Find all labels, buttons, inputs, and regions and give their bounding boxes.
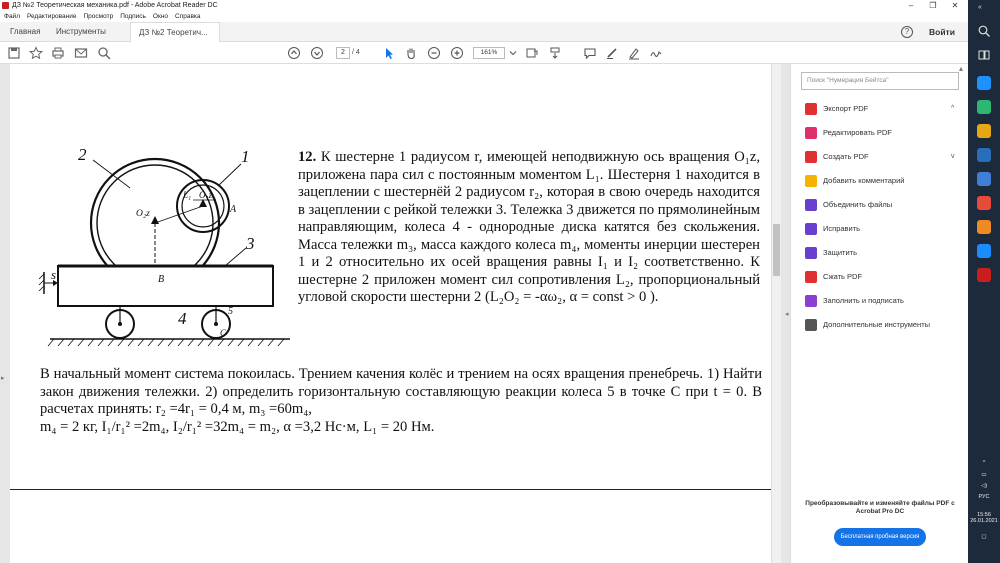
taskbar-app-icon[interactable] bbox=[977, 148, 991, 162]
tool-item[interactable] bbox=[803, 148, 963, 166]
tab-document[interactable] bbox=[130, 22, 220, 42]
taskbar-app-icon[interactable] bbox=[977, 268, 991, 282]
figure-label-O1: O₁z bbox=[199, 190, 213, 200]
problem-continuation-text-2: m₄ = 2 кг, I₁/r₁² =2m₄, I₂/r₁² =32m₄ = m₂, α =3,2 Нс·м, L₁ = 20 Нм. bbox=[40, 418, 435, 435]
figure-label-O2: O₂z bbox=[136, 209, 150, 219]
tool-icon bbox=[805, 151, 817, 163]
minimize-button[interactable]: – bbox=[908, 1, 914, 10]
tool-icon bbox=[805, 223, 817, 235]
clock-date[interactable]: 26.01.2021 bbox=[970, 518, 998, 524]
expand-right-arrow-icon[interactable]: ◂ bbox=[785, 311, 789, 318]
search-icon[interactable] bbox=[97, 46, 111, 60]
scroll-mode-icon[interactable] bbox=[548, 46, 562, 60]
select-cursor-icon[interactable] bbox=[382, 46, 396, 60]
taskbar-app-icon[interactable] bbox=[977, 220, 991, 234]
acrobat-app-icon bbox=[2, 2, 9, 9]
tools-search-input[interactable]: Поиск "Нумерация Бейтса" bbox=[801, 72, 959, 90]
figure-label-5: 5 bbox=[228, 306, 233, 317]
tool-label: Защитить bbox=[823, 248, 858, 257]
menu-sign[interactable]: Подпись bbox=[120, 13, 146, 20]
scrollbar-thumb[interactable] bbox=[773, 224, 780, 276]
menu-window[interactable]: Окно bbox=[152, 13, 169, 20]
tool-item[interactable] bbox=[803, 220, 963, 238]
tool-item[interactable] bbox=[803, 244, 963, 262]
free-trial-button[interactable]: Бесплатная пробная версия bbox=[834, 528, 926, 546]
zoom-level-select[interactable]: 161% bbox=[473, 47, 505, 59]
taskbar-app-icon[interactable] bbox=[977, 172, 991, 186]
system-taskbar bbox=[968, 0, 1000, 563]
figure-label-s: s bbox=[51, 267, 57, 282]
tool-label: Заполнить и подписать bbox=[823, 296, 904, 305]
mechanism-figure bbox=[38, 148, 294, 360]
document-viewport[interactable] bbox=[0, 64, 790, 563]
notifications-icon[interactable]: ▢ bbox=[981, 534, 987, 540]
page-number-input[interactable]: 2 bbox=[336, 47, 350, 59]
tool-item[interactable] bbox=[803, 100, 963, 118]
comment-icon[interactable] bbox=[583, 46, 597, 60]
taskbar-app-icon[interactable] bbox=[977, 196, 991, 210]
tool-item[interactable] bbox=[803, 292, 963, 310]
figure-label-C: C bbox=[220, 328, 227, 338]
taskbar-app-icon[interactable] bbox=[977, 124, 991, 138]
network-icon[interactable]: ▭ bbox=[981, 472, 987, 478]
figure-label-B: B bbox=[158, 274, 165, 285]
pen-icon[interactable] bbox=[605, 46, 619, 60]
tool-icon bbox=[805, 295, 817, 307]
tray-chevron-icon[interactable]: ^ bbox=[982, 460, 986, 466]
system-tray bbox=[968, 460, 1000, 540]
tool-item[interactable] bbox=[803, 268, 963, 286]
figure-label-2: 2 bbox=[78, 148, 87, 164]
fit-page-icon[interactable] bbox=[525, 46, 539, 60]
page-down-icon[interactable] bbox=[310, 46, 324, 60]
tool-label: Экспорт PDF bbox=[823, 104, 869, 113]
tool-icon bbox=[805, 127, 817, 139]
menu-edit[interactable]: Редактирование bbox=[26, 13, 77, 20]
toolbar bbox=[0, 42, 968, 64]
figure-label-1: 1 bbox=[241, 148, 250, 166]
problem-continuation bbox=[40, 366, 762, 436]
tool-icon bbox=[805, 199, 817, 211]
menu-bar bbox=[0, 12, 968, 22]
highlighter-icon[interactable] bbox=[627, 46, 641, 60]
title-bar bbox=[0, 0, 968, 12]
login-button[interactable]: Войти bbox=[929, 27, 955, 37]
bookmark-star-icon[interactable] bbox=[29, 46, 43, 60]
tool-label: Создать PDF bbox=[823, 152, 869, 161]
print-icon[interactable] bbox=[51, 46, 65, 60]
page-divider bbox=[10, 489, 771, 490]
zoom-in-icon[interactable] bbox=[450, 46, 464, 60]
menu-help[interactable]: Справка bbox=[175, 13, 201, 20]
tab-bar bbox=[0, 22, 968, 42]
tab-tools[interactable]: Инструменты bbox=[56, 27, 106, 36]
volume-icon[interactable]: ◁) bbox=[980, 483, 988, 489]
tool-label: Дополнительные инструменты bbox=[823, 320, 931, 329]
tool-label: Добавить комментарий bbox=[823, 176, 905, 185]
tab-document-label: ДЗ №2 Теоретич... bbox=[139, 28, 208, 37]
taskbar-app-icon[interactable] bbox=[977, 76, 991, 90]
promo-text: Преобразовывайте и изменяйте файлы PDF с Acrobat Pro DC bbox=[805, 500, 955, 515]
page-up-icon[interactable] bbox=[287, 46, 301, 60]
tool-label: Редактировать PDF bbox=[823, 128, 892, 137]
tool-chevron-icon[interactable]: ^ bbox=[951, 105, 955, 112]
save-icon[interactable] bbox=[7, 46, 21, 60]
taskbar-app-icon[interactable] bbox=[977, 244, 991, 258]
language-indicator[interactable]: РУС bbox=[978, 494, 990, 500]
chevron-down-icon[interactable] bbox=[506, 46, 520, 60]
tool-icon bbox=[805, 103, 817, 115]
taskbar-expand-icon[interactable]: « bbox=[978, 4, 982, 11]
figure-label-4: 4 bbox=[178, 309, 187, 328]
sign-icon[interactable] bbox=[649, 46, 663, 60]
figure-label-L1: L₁ bbox=[183, 190, 192, 200]
task-view-icon[interactable] bbox=[977, 48, 991, 62]
problem-statement bbox=[298, 149, 760, 307]
tool-item[interactable] bbox=[803, 196, 963, 214]
tool-icon bbox=[805, 319, 817, 331]
tool-item[interactable] bbox=[803, 316, 963, 334]
problem-continuation-text: В начальный момент система покоилась. Трением качения колёс и трением на осях вращения пренебречь. 1) Найти закон движения тележки. 2) определить горизонтальную составляющую реакции колеса 5 в точке С при t = 0. В расчетах принять: r₂ =4r₁ = 0,4 м, m₃ =60m₄, bbox=[40, 366, 762, 417]
zoom-out-icon[interactable] bbox=[427, 46, 441, 60]
tools-pane bbox=[790, 64, 968, 563]
close-button[interactable]: ✕ bbox=[951, 1, 959, 10]
figure-label-A: A bbox=[230, 204, 237, 215]
tool-label: Сжать PDF bbox=[823, 272, 863, 281]
tool-icon bbox=[805, 247, 817, 259]
tool-label: Объединить файлы bbox=[823, 200, 893, 209]
menu-view[interactable]: Просмотр bbox=[83, 13, 114, 20]
page-total: / 4 bbox=[352, 49, 360, 56]
mail-icon[interactable] bbox=[74, 46, 88, 60]
help-icon[interactable]: ? bbox=[901, 26, 913, 38]
clock-time[interactable]: 15:56 bbox=[977, 512, 991, 518]
tool-label: Исправить bbox=[823, 224, 861, 233]
vertical-scrollbar[interactable] bbox=[771, 64, 781, 563]
hand-tool-icon[interactable] bbox=[404, 46, 418, 60]
tool-icon bbox=[805, 271, 817, 283]
problem-text: К шестерне 1 радиусом r, имеющей неподвижную ось вращения O₁z, приложена пара сил с постоянным моментом L₁. Шестерня 1 находится в зацеплении с шестернёй 2 радиусом r₂, которая в свою очередь находится в зацеплении с рейкой тележки 3. Тележка 3 движется по прямолинейным направляющим, колеса 4 - однородные диска катятся без скольжения. Масса тележки m₃, масса каждого колеса m₄, моменты инерции шестерен 1 и 2 относительно их осей вращения равны I₁ и I₂ соответственно. К шестерне 2 приложен момент сил сопротивления L₂, пропорциональный угловой скорости шестерни 2 (L₂O₂ = -αω₂, α = const > 0 ). bbox=[298, 149, 760, 305]
window-title: ДЗ №2 Теоретическая механика.pdf - Adobe Acrobat Reader DC bbox=[12, 2, 218, 9]
problem-number: 12. bbox=[298, 149, 317, 165]
tool-item[interactable] bbox=[803, 124, 963, 142]
figure-label-3: 3 bbox=[246, 234, 255, 253]
tool-chevron-icon[interactable]: v bbox=[951, 153, 955, 160]
tab-home[interactable]: Главная bbox=[10, 27, 41, 36]
tool-item[interactable] bbox=[803, 172, 963, 190]
menu-file[interactable]: Файл bbox=[4, 13, 20, 20]
collapse-left-arrow-icon[interactable]: ▸ bbox=[1, 375, 5, 382]
taskbar-app-icon[interactable] bbox=[977, 100, 991, 114]
pane-collapse-icon[interactable]: ▴ bbox=[959, 64, 964, 73]
tool-icon bbox=[805, 175, 817, 187]
pdf-page bbox=[10, 64, 771, 563]
maximize-button[interactable]: ❐ bbox=[929, 1, 937, 10]
taskbar-search-icon[interactable] bbox=[977, 24, 991, 38]
